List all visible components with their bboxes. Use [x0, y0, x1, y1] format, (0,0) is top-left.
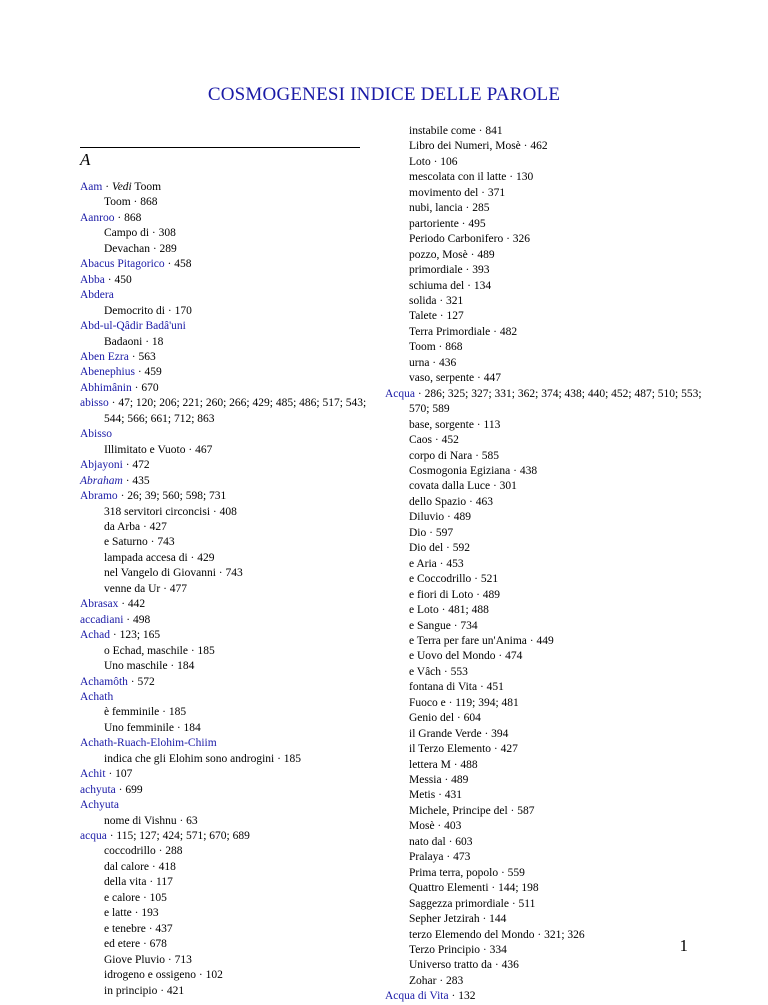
index-term-link[interactable]: Abdera [80, 289, 114, 302]
index-subentry: Genio del · 604 [409, 712, 481, 725]
index-subentry: Zohar · 283 [409, 974, 464, 987]
index-subentry: e Vâch · 553 [409, 665, 468, 678]
index-subentry: primordiale · 393 [409, 264, 490, 277]
index-subentry: Toom · 868 [409, 341, 463, 354]
index-term-link[interactable]: Aanroo [80, 211, 115, 224]
index-entry [80, 458, 370, 473]
index-subentry: vaso, serpente · 447 [409, 372, 501, 385]
index-entry [80, 180, 370, 195]
index-page-refs: · 286; 325; 327; 331; 362; 374; 438; 440; 452; 487; 510; 553; 570; 589 [409, 387, 702, 416]
index-term-link[interactable]: Achath [80, 690, 114, 703]
index-subentry: Dio · 597 [409, 526, 454, 539]
index-subentry: fontana di Vita · 451 [409, 681, 504, 694]
index-subentry: in principio · 421 [104, 984, 185, 997]
section-rule [80, 147, 360, 148]
index-entry [80, 211, 370, 226]
index-entry [385, 989, 705, 1004]
index-page-refs: · 670 [131, 381, 159, 394]
index-page-refs: · 868 [114, 211, 142, 224]
index-subentry: Uno maschile · 184 [104, 660, 195, 673]
index-page-refs: Toom [131, 181, 162, 193]
index-subentry: instabile come · 841 [409, 125, 503, 137]
index-term-link[interactable]: Abba [80, 273, 105, 286]
index-subentry: indica che gli Elohim sono androgini · 185 [104, 752, 302, 765]
index-term-link[interactable]: accadiani [80, 613, 124, 626]
index-subentry: nubi, lancia · 285 [409, 202, 490, 215]
index-subentry: e Aria · 453 [409, 557, 464, 570]
index-page-refs: · 435 [122, 474, 150, 487]
index-subentry: Universo tratto da · 436 [409, 959, 519, 972]
index-term-link[interactable]: Aben Ezra [80, 350, 129, 363]
index-term-link[interactable]: Achyuta [80, 799, 119, 812]
index-subentry: corpo di Nara · 585 [409, 449, 500, 462]
index-page-refs: · 572 [127, 675, 155, 688]
index-subentry: nel Vangelo di Giovanni · 743 [104, 567, 243, 580]
index-subentry: urna · 436 [409, 356, 457, 369]
index-term-link[interactable]: Abhimânin [80, 381, 132, 394]
index-subentry: e latte · 193 [104, 907, 159, 920]
index-entry [80, 597, 370, 612]
index-subentry: 318 servitori circoncisi · 408 [104, 505, 237, 518]
index-term-link[interactable]: Achamôth [80, 675, 128, 688]
index-subentry: è femminile · 185 [104, 706, 187, 719]
index-subentry: dal calore · 418 [104, 860, 176, 873]
index-subentry: Giove Pluvio · 713 [104, 953, 192, 966]
index-subentry: e tenebre · 437 [104, 922, 173, 935]
index-page-refs: · 115; 127; 424; 571; 670; 689 [106, 830, 250, 843]
index-subentry: Mosè · 403 [409, 820, 462, 833]
index-term-link[interactable]: Achath-Ruach-Elohim-Chiim [80, 737, 217, 750]
index-term-link[interactable]: Aam [80, 181, 103, 193]
index-subentry: schiuma del · 134 [409, 279, 492, 292]
index-page-refs: · 563 [128, 350, 156, 363]
index-subentry: Libro dei Numeri, Mosè · 462 [409, 140, 548, 153]
index-term-link[interactable]: Abrasax [80, 598, 119, 611]
index-entry [385, 387, 705, 418]
index-subentry: Toom · 868 [104, 196, 158, 209]
index-subentry: Dio del · 592 [409, 542, 471, 555]
index-term-link[interactable]: Abacus Pitagorico [80, 258, 165, 271]
index-term-link[interactable]: Achad [80, 629, 111, 642]
index-subentry: Loto · 106 [409, 155, 458, 168]
index-subentry: Devachan · 289 [104, 242, 177, 255]
index-entry [80, 427, 370, 442]
page-number: 1 [679, 936, 688, 955]
index-entry [80, 613, 370, 628]
index-entry [80, 273, 370, 288]
index-subentry: Saggezza primordiale · 511 [409, 897, 536, 910]
index-term-link[interactable]: Abisso [80, 428, 112, 441]
index-page-refs: Vedi [111, 181, 132, 193]
index-subentry: lettera M · 488 [409, 758, 478, 771]
index-term-link[interactable]: Acqua [385, 387, 416, 400]
index-subentry: Democrito di · 170 [104, 304, 192, 317]
index-term-link[interactable]: abisso [80, 397, 109, 410]
index-subentry: nato dal · 603 [409, 835, 473, 848]
index-subentry: coccodrillo · 288 [104, 845, 183, 858]
index-subentry: Michele, Principe del · 587 [409, 804, 535, 817]
index-page-refs: · 132 [448, 990, 476, 1003]
index-page-refs: · 458 [164, 258, 192, 271]
index-page-refs: · 123; 165 [110, 629, 161, 642]
index-subentry: solida · 321 [409, 294, 464, 307]
index-entry [80, 675, 370, 690]
index-page-refs: · 498 [123, 613, 151, 626]
index-subentry: e Sangue · 734 [409, 619, 478, 632]
index-subentry: Terzo Principio · 334 [409, 944, 507, 957]
index-entry [80, 350, 370, 365]
index-entry [80, 257, 370, 272]
index-column-left [80, 180, 370, 999]
index-term-link[interactable]: Acqua di Vita [385, 990, 449, 1003]
index-subentry: Periodo Carbonifero · 326 [409, 233, 531, 246]
index-subentry: e Uovo del Mondo · 474 [409, 650, 523, 663]
index-page-refs: · 450 [104, 273, 132, 286]
index-subentry: covata dalla Luce · 301 [409, 480, 517, 493]
index-subentry: Uno femminile · 184 [104, 721, 201, 734]
index-entry [80, 628, 370, 643]
index-subentry: e Coccodrillo · 521 [409, 573, 499, 586]
index-entry [80, 474, 370, 489]
index-page-refs: · 107 [105, 768, 133, 781]
index-subentry: Campo di · 308 [104, 227, 176, 240]
index-subentry: Illimitato e Vuoto · 467 [104, 443, 213, 456]
index-entry [80, 396, 370, 427]
index-subentry: e fiori di Loto · 489 [409, 588, 501, 601]
index-subentry: o Echad, maschile · 185 [104, 644, 215, 657]
index-page-refs: · 442 [118, 598, 146, 611]
index-page-refs: · [102, 181, 112, 193]
index-subentry: il Grande Verde · 394 [409, 727, 509, 740]
index-subentry: Terra Primordiale · 482 [409, 325, 518, 338]
index-subentry: e Terra per fare un'Anima · 449 [409, 634, 554, 647]
index-term-link[interactable]: Achit [80, 768, 106, 781]
index-subentry: nome di Vishnu · 63 [104, 814, 198, 827]
index-entry [80, 381, 370, 396]
index-subentry: movimento del · 371 [409, 186, 506, 199]
index-term-link[interactable]: achyuta [80, 783, 116, 796]
index-subentry: il Terzo Elemento · 427 [409, 743, 518, 756]
index-subentry: ed etere · 678 [104, 938, 167, 951]
index-subentry: e Loto · 481; 488 [409, 604, 489, 617]
index-subentry: terzo Elemendo del Mondo · 321; 326 [409, 928, 585, 941]
index-subentry: Metis · 431 [409, 789, 463, 802]
index-entry [80, 767, 370, 782]
index-subentry: Quattro Elementi · 144; 198 [409, 882, 539, 895]
index-page-refs: · 26; 39; 560; 598; 731 [117, 490, 227, 503]
index-term-link[interactable]: Abramo [80, 490, 118, 503]
index-entry [80, 288, 370, 303]
index-subentry: Prima terra, popolo · 559 [409, 866, 525, 879]
index-entry [80, 736, 370, 751]
index-term-link[interactable]: Abenephius [80, 366, 135, 379]
index-subentry: pozzo, Mosè · 489 [409, 248, 495, 261]
index-subentry: Diluvio · 489 [409, 511, 471, 524]
index-subentry: e Saturno · 743 [104, 536, 175, 549]
index-term-link[interactable]: acqua [80, 830, 107, 843]
index-subentry: Messia · 489 [409, 774, 469, 787]
index-entry [80, 489, 370, 504]
index-page-refs: · 459 [134, 366, 162, 379]
index-subentry: mescolata con il latte · 130 [409, 171, 534, 184]
index-column-right [385, 124, 705, 1005]
index-subentry: lampada accesa di · 429 [104, 551, 215, 564]
index-subentry: Fuoco e · 119; 394; 481 [409, 696, 519, 709]
index-subentry: base, sorgente · 113 [409, 418, 501, 431]
index-subentry: venne da Ur · 477 [104, 582, 188, 595]
index-term-link[interactable]: Abraham [80, 474, 123, 487]
index-entry [80, 319, 370, 334]
index-term-link[interactable]: Abjayoni [80, 459, 123, 472]
index-subentry: Badaoni · 18 [104, 335, 164, 348]
index-subentry: Pralaya · 473 [409, 851, 471, 864]
section-letter: A [80, 150, 91, 169]
index-page-refs: · 472 [122, 459, 150, 472]
index-entry [80, 365, 370, 380]
index-entry [80, 690, 370, 705]
index-subentry: partoriente · 495 [409, 217, 486, 230]
index-page-refs: · 699 [115, 783, 143, 796]
index-entry [80, 798, 370, 813]
index-subentry: dello Spazio · 463 [409, 495, 493, 508]
index-entry [80, 783, 370, 798]
index-page-refs: · 47; 120; 206; 221; 260; 266; 429; 485; 486; 517; 543; 544; 566; 661; 712; 863 [104, 397, 367, 425]
index-subentry: Cosmogonia Egiziana · 438 [409, 464, 538, 477]
index-subentry: della vita · 117 [104, 876, 173, 889]
index-subentry: idrogeno e ossigeno · 102 [104, 969, 223, 982]
index-term-link[interactable]: Abd-ul-Qâdir Badâ'uni [80, 320, 186, 333]
index-subentry: Caos · 452 [409, 434, 459, 447]
index-subentry: Talete · 127 [409, 310, 464, 323]
index-entry [80, 829, 370, 844]
page-title: COSMOGENESI INDICE DELLE PAROLE [207, 84, 561, 105]
index-subentry: e calore · 105 [104, 891, 167, 904]
index-subentry: Sepher Jetzirah · 144 [409, 913, 507, 926]
index-subentry: da Arba · 427 [104, 520, 167, 533]
